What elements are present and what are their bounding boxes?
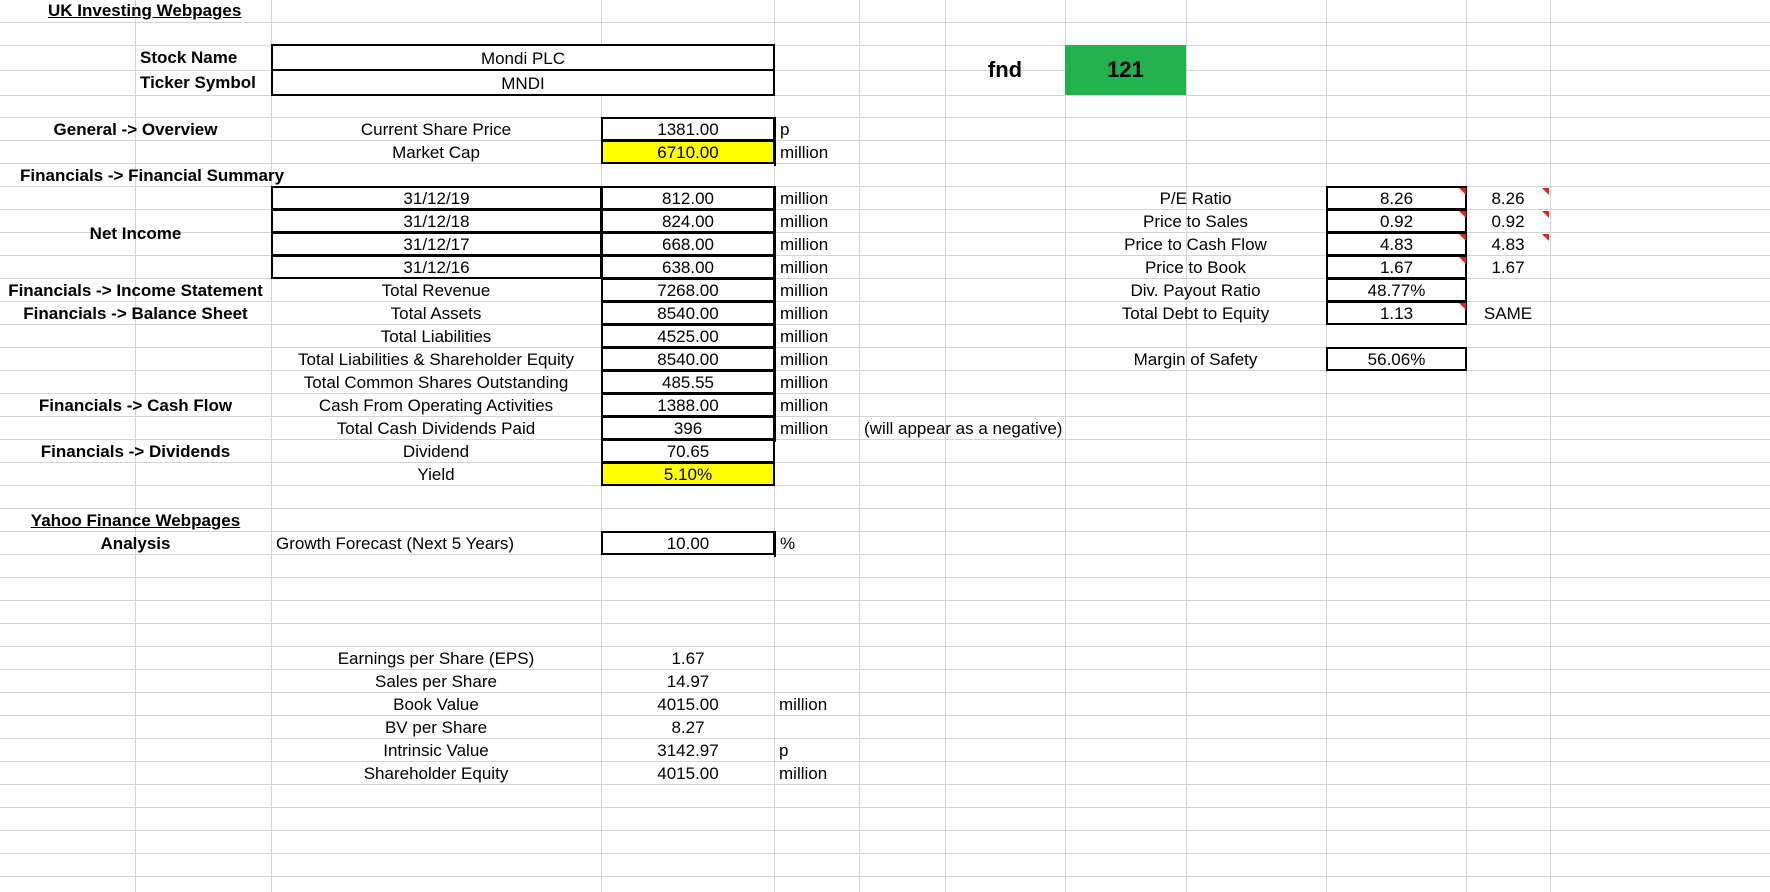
net-income-2018-unit: million	[774, 209, 859, 235]
price-to-book-label: Price to Book	[1144, 258, 1247, 277]
section-balance-sheet: Financials -> Balance Sheet	[23, 304, 248, 323]
price-to-sales-cell[interactable]: 0.92	[1326, 209, 1467, 233]
pe-ratio-compare[interactable]: 8.26	[1491, 189, 1525, 208]
yield-cell[interactable]: 5.10%	[601, 462, 775, 486]
gridline	[0, 577, 1770, 578]
net-income-date-2017[interactable]: 31/12/17	[271, 232, 602, 256]
fnd-label: fnd	[987, 57, 1023, 82]
eps-label: Earnings per Share (EPS)	[337, 649, 535, 668]
total-assets-cell[interactable]: 8540.00	[601, 301, 775, 325]
comment-marker-icon[interactable]	[1542, 234, 1549, 241]
market-cap-label: Market Cap	[392, 143, 480, 162]
net-income-2019-unit: million	[774, 186, 859, 212]
price-to-book-cell[interactable]: 1.67	[1326, 255, 1467, 279]
sales-per-share-label: Sales per Share	[375, 672, 497, 691]
pe-ratio-label: P/E Ratio	[1159, 189, 1232, 208]
yahoo-finance-header: Yahoo Finance Webpages	[30, 511, 241, 530]
section-analysis: Analysis	[100, 534, 171, 553]
total-revenue-label: Total Revenue	[381, 281, 491, 300]
total-assets-label: Total Assets	[390, 304, 482, 323]
section-financial-summary: Financials -> Financial Summary	[20, 166, 285, 185]
shares-outstanding-label: Total Common Shares Outstanding	[303, 373, 569, 392]
dividend-cell[interactable]: 70.65	[601, 439, 775, 463]
yield-label: Yield	[417, 465, 455, 484]
price-to-cash-flow-label: Price to Cash Flow	[1124, 235, 1267, 254]
section-net-income: Net Income	[89, 224, 182, 243]
gridline	[0, 876, 1770, 877]
stock-name-cell[interactable]: Mondi PLC	[271, 44, 775, 71]
net-income-date-2019[interactable]: 31/12/19	[271, 186, 602, 210]
price-to-cash-flow-compare[interactable]: 4.83	[1491, 235, 1525, 254]
price-to-sales-label: Price to Sales	[1143, 212, 1248, 231]
shares-outstanding-unit: million	[774, 370, 859, 396]
margin-of-safety-label: Margin of Safety	[1133, 350, 1258, 369]
eps-cell[interactable]: 1.67	[671, 649, 705, 668]
gridline	[1186, 0, 1187, 892]
cash-dividends-paid-unit: million	[774, 416, 859, 442]
gridline	[0, 738, 1770, 739]
section-general-overview: General -> Overview	[53, 120, 218, 139]
net-income-2017-unit: million	[774, 232, 859, 258]
gridline	[1550, 0, 1551, 892]
fnd-value-badge[interactable]: 121	[1065, 45, 1186, 95]
div-payout-cell[interactable]: 48.77%	[1326, 278, 1467, 302]
debt-to-equity-label: Total Debt to Equity	[1121, 304, 1270, 323]
intrinsic-value-cell[interactable]: 3142.97	[657, 741, 719, 760]
shareholder-equity-cell[interactable]: 4015.00	[657, 764, 719, 783]
bv-per-share-label: BV per Share	[384, 718, 488, 737]
gridline	[1065, 0, 1066, 892]
gridline	[0, 347, 1770, 348]
price-to-cash-flow-cell[interactable]: 4.83	[1326, 232, 1467, 256]
gridline	[945, 0, 946, 892]
price-to-book-compare[interactable]: 1.67	[1491, 258, 1525, 277]
net-income-2016-cell[interactable]: 638.00	[601, 255, 775, 279]
gridline	[0, 485, 1770, 486]
cash-from-ops-unit: million	[774, 393, 859, 419]
growth-forecast-cell[interactable]: 10.00	[601, 531, 775, 555]
total-liabilities-label: Total Liabilities	[380, 327, 492, 346]
pe-ratio-cell[interactable]: 8.26	[1326, 186, 1467, 210]
gridline	[0, 600, 1770, 601]
div-payout-label: Div. Payout Ratio	[1130, 281, 1261, 300]
cash-from-ops-cell[interactable]: 1388.00	[601, 393, 775, 417]
bv-per-share-cell[interactable]: 8.27	[671, 718, 705, 737]
gridline	[0, 370, 1770, 371]
ticker-symbol-cell[interactable]: MNDI	[271, 69, 775, 96]
current-share-price-label: Current Share Price	[360, 120, 512, 139]
gridline	[0, 807, 1770, 808]
growth-forecast-label: Growth Forecast (Next 5 Years)	[276, 534, 515, 553]
gridline	[0, 669, 1770, 670]
comment-marker-icon[interactable]	[1459, 211, 1466, 218]
price-to-sales-compare[interactable]: 0.92	[1491, 212, 1525, 231]
total-liab-equity-cell[interactable]: 8540.00	[601, 347, 775, 371]
gridline	[0, 830, 1770, 831]
total-liabilities-cell[interactable]: 4525.00	[601, 324, 775, 348]
cash-from-ops-label: Cash From Operating Activities	[318, 396, 554, 415]
cash-dividends-paid-cell[interactable]: 396	[601, 416, 775, 440]
total-assets-unit: million	[774, 301, 859, 327]
growth-forecast-unit: %	[774, 531, 859, 557]
net-income-2019-cell[interactable]: 812.00	[601, 186, 775, 210]
total-revenue-cell[interactable]: 7268.00	[601, 278, 775, 302]
gridline	[0, 853, 1770, 854]
book-value-unit: million	[779, 695, 828, 714]
shareholder-equity-label: Shareholder Equity	[363, 764, 509, 783]
net-income-2017-cell[interactable]: 668.00	[601, 232, 775, 256]
gridline	[1326, 0, 1327, 892]
current-share-price-unit: p	[774, 117, 859, 143]
stock-name-label: Stock Name	[140, 48, 238, 67]
comment-marker-icon[interactable]	[1459, 257, 1466, 264]
total-liab-equity-unit: million	[774, 347, 859, 373]
gridline	[0, 646, 1770, 647]
section-cash-flow: Financials -> Cash Flow	[38, 396, 233, 415]
debt-to-equity-compare[interactable]: SAME	[1483, 304, 1533, 323]
net-income-date-2018[interactable]: 31/12/18	[271, 209, 602, 233]
section-dividends: Financials -> Dividends	[40, 442, 231, 461]
net-income-date-2016[interactable]: 31/12/16	[271, 255, 602, 279]
gridline	[0, 784, 1770, 785]
debt-to-equity-cell[interactable]: 1.13	[1326, 301, 1467, 325]
gridline	[0, 692, 1770, 693]
comment-marker-icon[interactable]	[1459, 303, 1466, 310]
comment-marker-icon[interactable]	[1459, 234, 1466, 241]
sales-per-share-cell[interactable]: 14.97	[666, 672, 710, 691]
total-revenue-unit: million	[774, 278, 859, 304]
gridline	[0, 22, 1770, 23]
gridline	[0, 761, 1770, 762]
net-income-2018-cell[interactable]: 824.00	[601, 209, 775, 233]
gridline	[1466, 0, 1467, 892]
gridline	[859, 0, 860, 892]
dividend-label: Dividend	[402, 442, 470, 461]
market-cap-unit: million	[774, 140, 859, 166]
book-value-cell[interactable]: 4015.00	[657, 695, 719, 714]
net-income-2016-unit: million	[774, 255, 859, 281]
comment-marker-icon[interactable]	[1542, 188, 1549, 195]
comment-marker-icon[interactable]	[1459, 188, 1466, 195]
current-share-price-cell[interactable]: 1381.00	[601, 117, 775, 141]
section-income-statement: Financials -> Income Statement	[8, 281, 263, 300]
ticker-symbol-label: Ticker Symbol	[140, 73, 256, 92]
market-cap-cell[interactable]: 6710.00	[601, 140, 775, 164]
shares-outstanding-cell[interactable]: 485.55	[601, 370, 775, 394]
cash-dividends-paid-label: Total Cash Dividends Paid	[336, 419, 536, 438]
gridline	[0, 715, 1770, 716]
negative-note: (will appear as a negative)	[864, 419, 1063, 438]
book-value-label: Book Value	[393, 695, 479, 714]
comment-marker-icon[interactable]	[1542, 211, 1549, 218]
shareholder-equity-unit: million	[779, 764, 828, 783]
gridline	[0, 623, 1770, 624]
total-liab-equity-label: Total Liabilities & Shareholder Equity	[298, 350, 574, 369]
uk-investing-header: UK Investing Webpages	[48, 1, 242, 20]
intrinsic-value-unit: p	[779, 741, 789, 760]
intrinsic-value-label: Intrinsic Value	[383, 741, 489, 760]
total-liabilities-unit: million	[774, 324, 859, 350]
margin-of-safety-cell[interactable]: 56.06%	[1326, 347, 1467, 371]
